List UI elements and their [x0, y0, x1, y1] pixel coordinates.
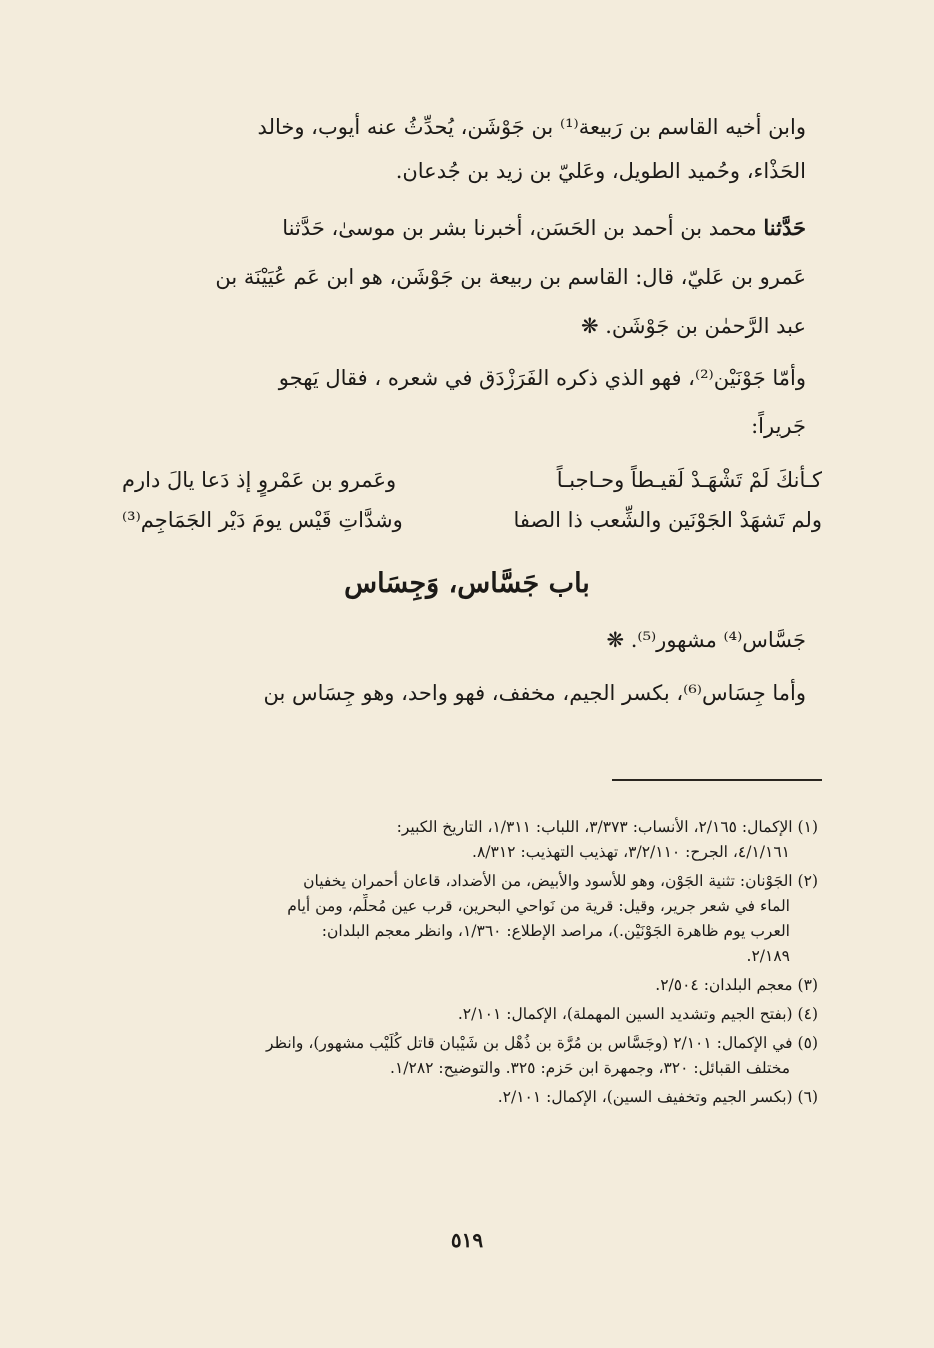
footnote-6 [126, 1085, 818, 1110]
text-line: وأمّا جَوْنَيْن⁽²⁾، فهو الذي ذكره الفَرَزْدَق في شعره ، فقال يَهجو [278, 366, 806, 390]
footnote-separator [612, 779, 822, 781]
footnote-4 [126, 1002, 818, 1027]
verse-line [122, 465, 822, 505]
footnote-number: (٣) [797, 976, 818, 994]
footnote-line: ٢/١٨٩. [746, 947, 790, 965]
footnote-line [126, 1002, 818, 1027]
verse-line [122, 505, 822, 545]
footnote-number: (٤) [797, 1005, 818, 1023]
footnote-5 [126, 1031, 818, 1081]
verse-second-hemistich: وعَمرو بن عَمْروٍ إذ دَعا يالَ دارم [122, 468, 397, 492]
footnote-line: ٤/١/١٦١، الجرح: ٣/٢/١١٠، تهذيب التهذيب: ٨/٣١٢. [472, 843, 790, 861]
page-number: ٥١٩ [450, 1228, 484, 1252]
text-line: عَمرو بن عَليّ، قال: القاسم بن ربيعة بن جَوْشَن، هو ابن عَم عُيَيْنَة بن [215, 265, 806, 289]
footnote-number: (٥) [797, 1034, 818, 1052]
footnotes [126, 815, 818, 1114]
footnote-text: (بكسر الجيم وتخفيف السين)، الإكمال: ٢/١٠١. [497, 1088, 793, 1106]
paragraph-1 [122, 112, 806, 186]
text-line: الحَذْاء، وحُميد الطويل، وعَليّ بن زيد بن جُدعان. [395, 159, 806, 183]
paragraph-2 [122, 213, 806, 341]
footnote-line [126, 973, 818, 998]
footnote-text: في الإكمال: ٢/١٠١ (وجَسَّاس بن مُرَّة بن ذُهْل بن شَيْبان قاتل كُلَيْب مشهور)، وانظر [266, 1034, 793, 1052]
text-line: جَسَّاس⁽⁴⁾ مشهور⁽⁵⁾. ❋ [606, 628, 806, 652]
footnote-number: (٦) [797, 1088, 818, 1106]
footnote-line [126, 1031, 818, 1056]
text-line: وأما جِسَاس⁽⁶⁾، بكسر الجيم، مخفف، فهو واحد، وهو جِسَاس بن [263, 681, 806, 705]
footnote-number: (١) [797, 818, 818, 836]
text-line: جَريراً: [751, 414, 806, 438]
footnote-line [126, 869, 818, 894]
poem-verses [122, 465, 822, 545]
footnote-line [126, 815, 818, 840]
footnote-line: الماء في شعر جرير، وقيل: قرية من نَواحي البحرين، قرب عين مُحلِّم، ومن أيام [287, 897, 790, 915]
footnote-text: الجَوْنان: تثنية الجَوْن، وهو للأسود والأبيض، من الأضداد، قاعان أحمران يخفيان [303, 872, 793, 890]
verse-first-hemistich: كـأنكَ لَمْ تَشْهَـدْ لَقيـطاً وحـاجبـاً [556, 468, 822, 492]
footnote-1 [126, 815, 818, 865]
footnote-text: معجم البلدان: ٢/٥٠٤. [655, 976, 793, 994]
footnote-text: الإكمال: ٢/١٦٥، الأنساب: ٣/٣٧٣، اللباب: ١/٣١١، التاريخ الكبير: [396, 818, 793, 836]
paragraph-4 [122, 625, 806, 655]
footnote-line: العرب يوم ظاهرة الجَوْنَيْن.)، مراصد الإطلاع: ١/٣٦٠، وانظر معجم البلدان: [321, 922, 790, 940]
footnote-text: (بفتح الجيم وتشديد السين المهملة)، الإكمال: ٢/١٠١. [457, 1005, 793, 1023]
paragraph-5 [122, 678, 806, 708]
text-line: عبد الرَّحمٰن بن جَوْشَن. ❋ [580, 314, 806, 338]
chapter-heading: باب جَسَّاس، وَجِسَاس [344, 568, 590, 599]
text-line: حَدَّثنا محمد بن أحمد بن الحَسَن، أخبرنا بشر بن موسىٰ، حَدَّثنا [282, 215, 806, 240]
footnote-line [126, 1085, 818, 1110]
paragraph-3 [122, 363, 806, 441]
footnote-line: مختلف القبائل: ٣٢٠، وجمهرة ابن حَزم: ٣٢٥. والتوضيح: ١/٢٨٢. [390, 1059, 790, 1077]
footnote-2 [126, 869, 818, 969]
footnote-number: (٢) [797, 872, 818, 890]
text-line: وابن أخيه القاسم بن رَبيعة⁽¹⁾ بن جَوْشَن، يُحدِّثُ عنه أيوب، وخالد [257, 115, 806, 139]
verse-first-hemistich: ولم تَشهَدْ الجَوْنَين والشِّعب ذا الصفا [513, 508, 822, 532]
verse-second-hemistich: وشدَّاتِ قَيْس يومَ دَيْر الجَمَاجِم⁽³⁾ [122, 508, 403, 532]
footnote-3 [126, 973, 818, 998]
